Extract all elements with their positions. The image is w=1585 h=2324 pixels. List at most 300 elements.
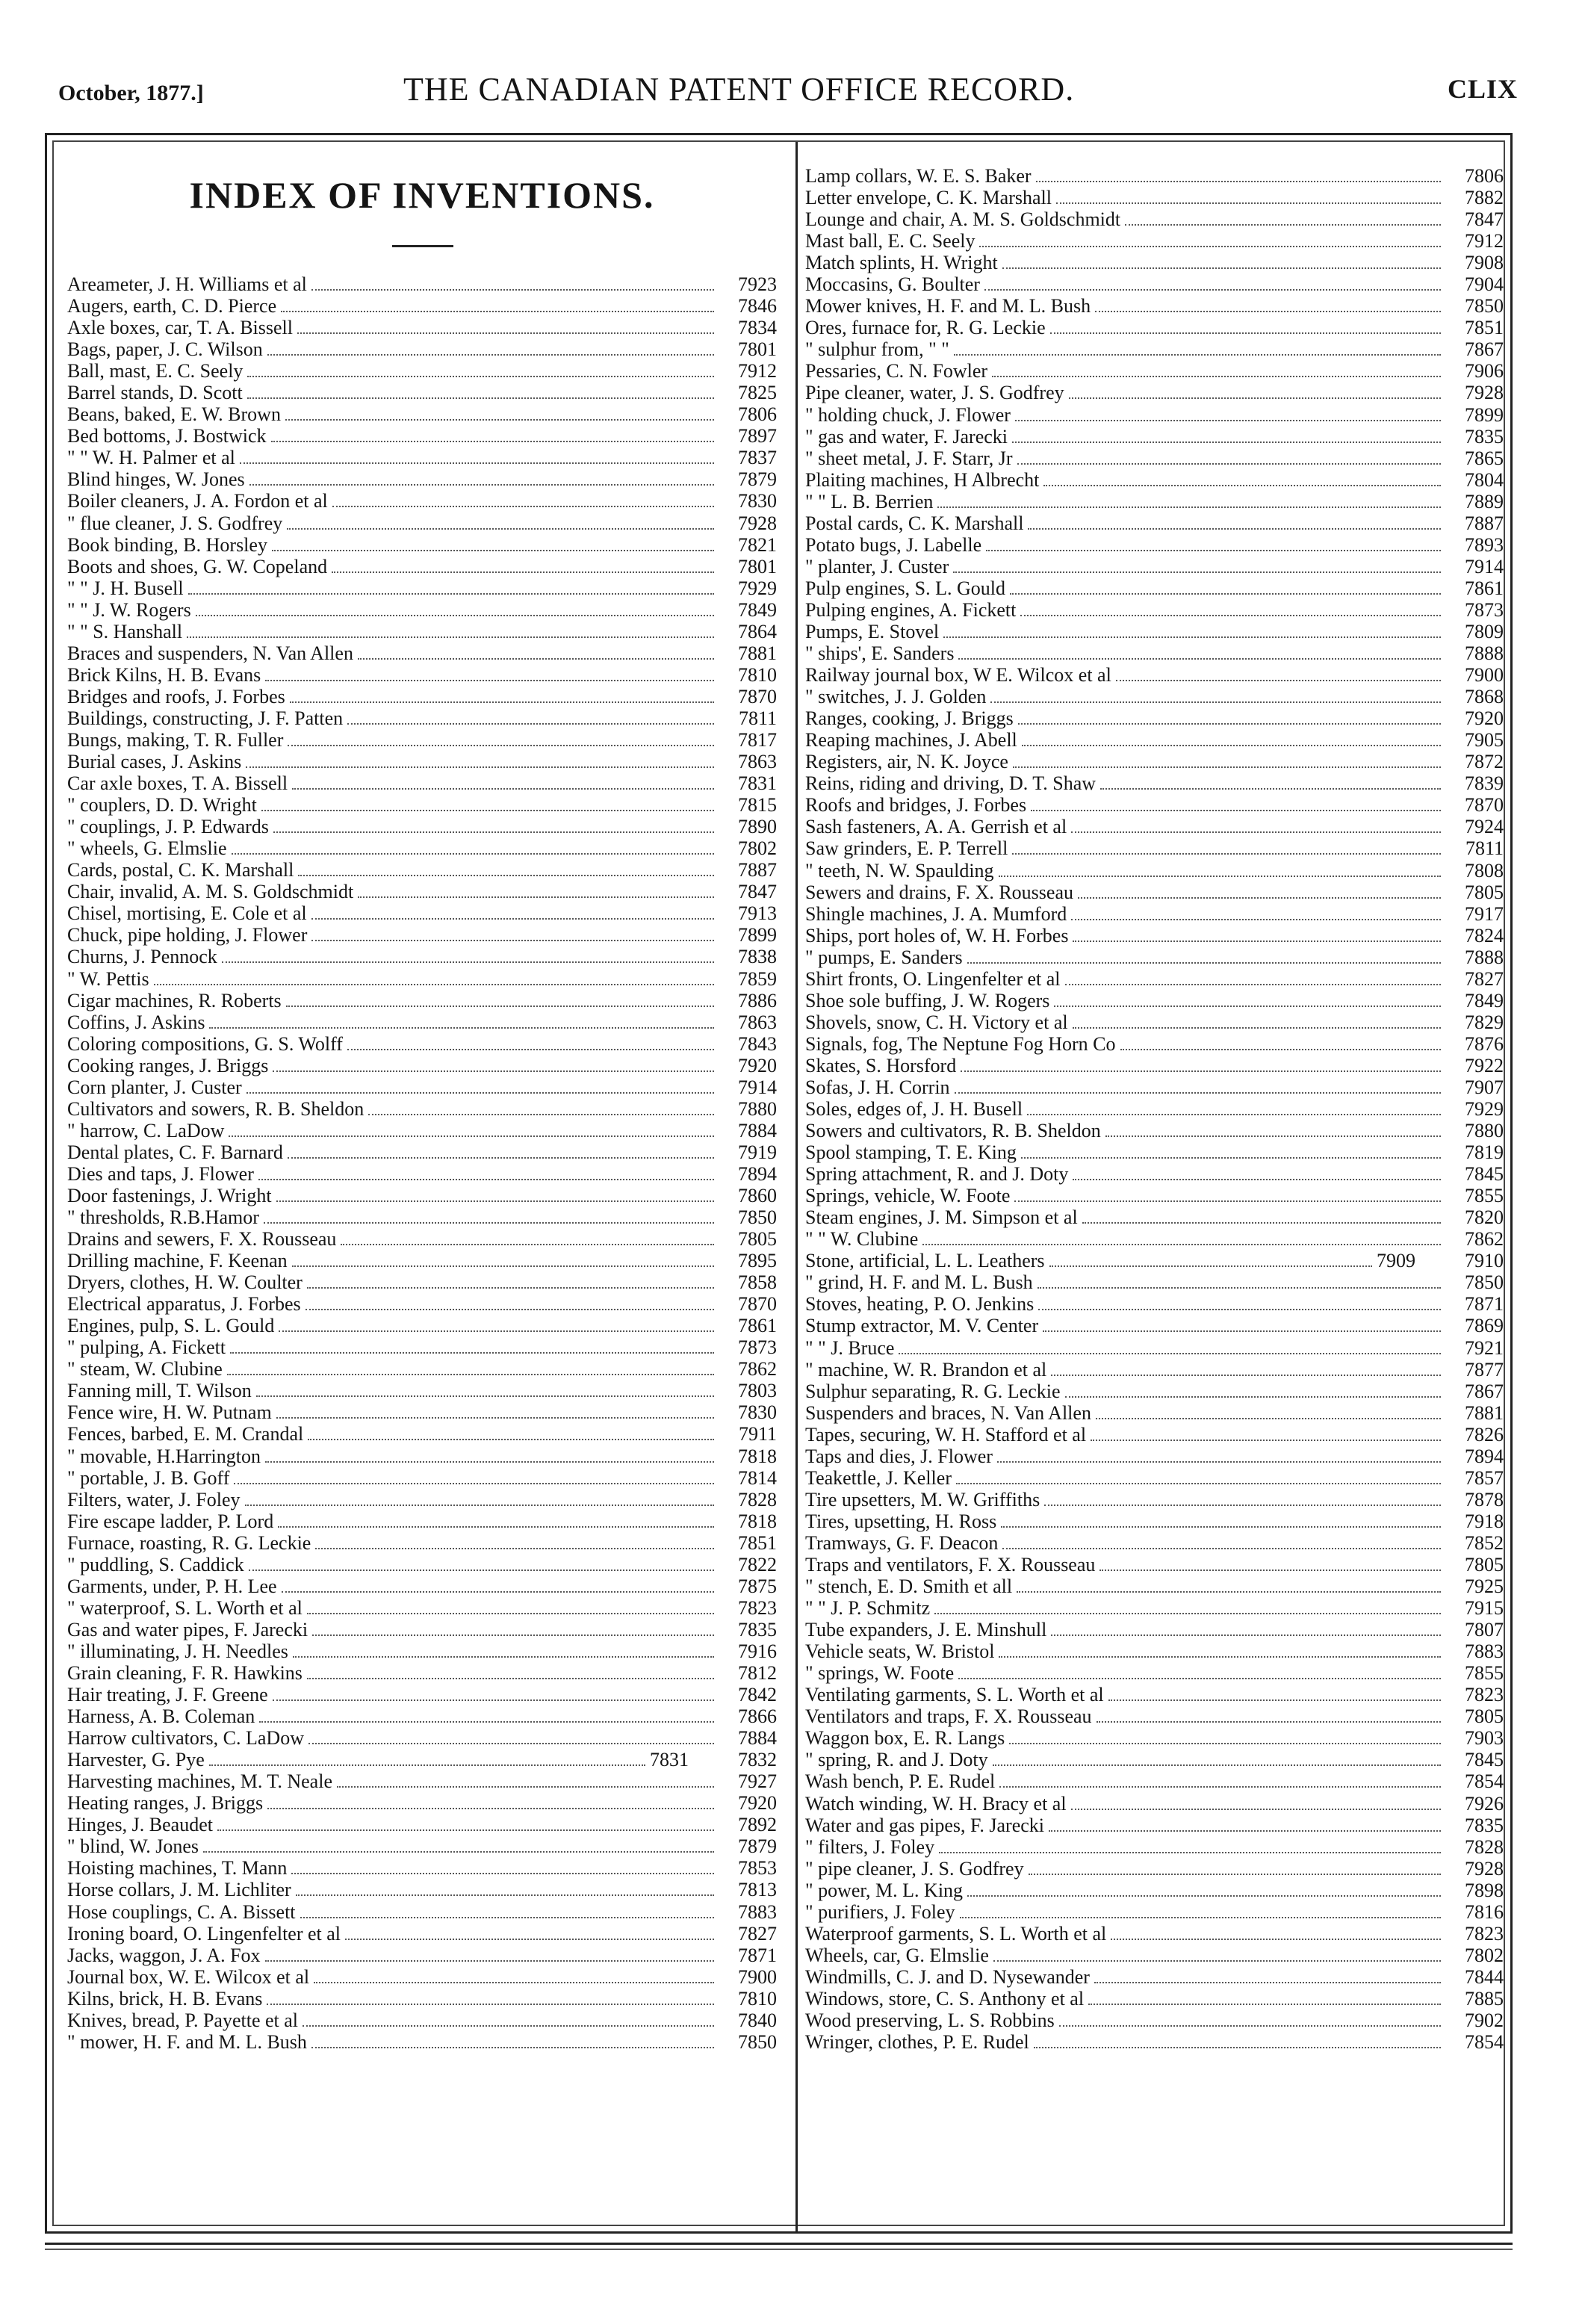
entry-patent-number: 7876 (1465, 1032, 1504, 1055)
entry-label: Bags, paper, J. C. Wilson (67, 338, 263, 361)
entry-patent-number: 7899 (738, 924, 777, 946)
entry-label: Bridges and roofs, J. Forbes (67, 685, 285, 707)
entry-patent-number: 7820 (1465, 1206, 1504, 1229)
entry-patent-number: 7823 (1465, 1684, 1504, 1706)
index-entry (67, 1901, 777, 1923)
entry-label: " teeth, N. W. Spaulding (805, 859, 994, 881)
index-entry (805, 491, 1504, 512)
index-column-right (805, 165, 1504, 2053)
entry-patent-number: 7864 (738, 620, 777, 642)
entry-label: Taps and dies, J. Flower (805, 1445, 993, 1467)
dot-leader (1014, 1187, 1441, 1202)
dot-leader (271, 427, 714, 442)
dot-leader (953, 558, 1441, 573)
entry-label: " power, M. L. King (805, 1879, 964, 1901)
entry-patent-number: 7847 (738, 881, 777, 903)
index-entry (805, 816, 1504, 837)
index-entry (67, 2031, 777, 2053)
entry-patent-number: 7813 (738, 1879, 777, 1901)
dot-leader (245, 1491, 715, 1506)
entry-label: Soles, edges of, J. H. Busell (805, 1098, 1023, 1121)
entry-label: " ships', E. Sanders (805, 642, 955, 665)
entry-label: Waggon box, E. R. Langs (805, 1727, 1005, 1750)
entry-label: Railway journal box, W E. Wilcox et al (805, 664, 1111, 687)
entry-label: Skates, S. Horsford (805, 1054, 957, 1076)
entry-patent-number: 7920 (738, 1054, 777, 1076)
dot-leader (307, 1599, 714, 1614)
index-entry (805, 360, 1504, 382)
dot-leader (307, 1664, 714, 1679)
entry-label: Wood preserving, L. S. Robbins (805, 2009, 1055, 2031)
entry-label: Reaping machines, J. Abell (805, 729, 1017, 752)
entry-patent-number: 7817 (738, 728, 777, 751)
index-entry (67, 1293, 777, 1315)
dot-leader (287, 515, 714, 530)
index-entry (805, 426, 1504, 447)
entry-patent-number: 7881 (738, 642, 777, 664)
index-entry (67, 1358, 777, 1380)
index-entry (67, 1662, 777, 1684)
entry-patent-number: 7892 (738, 1814, 777, 1836)
dot-leader (955, 1079, 1441, 1094)
entry-label: Tires, upsetting, H. Ross (805, 1510, 997, 1532)
index-entry (805, 772, 1504, 794)
entry-patent-number: 7811 (1465, 837, 1504, 860)
entry-patent-number: 7835 (738, 1618, 777, 1640)
index-entry (805, 230, 1504, 252)
dot-leader (311, 2033, 714, 2048)
index-entry (805, 404, 1504, 426)
index-entry (67, 577, 777, 599)
entry-patent-number: 7830 (738, 1401, 777, 1424)
entry-patent-number: 7823 (738, 1596, 777, 1619)
entry-label: Hinges, J. Beaudet (67, 1814, 213, 1836)
index-entry (67, 1489, 777, 1510)
entry-patent-number: 7838 (738, 946, 777, 968)
entry-label: Suspenders and braces, N. Van Allen (805, 1401, 1091, 1424)
index-entry (805, 1489, 1504, 1510)
dot-leader (1043, 471, 1441, 486)
entry-label: Chuck, pipe holding, J. Flower (67, 924, 308, 946)
entry-label: Brick Kilns, H. B. Evans (67, 663, 261, 686)
entry-label: Braces and suspenders, N. Van Allen (67, 642, 353, 664)
index-entry (805, 1554, 1504, 1575)
dot-leader (247, 362, 714, 377)
entry-patent-number: 7850 (1465, 295, 1504, 317)
entry-label: Mast ball, E. C. Seely (805, 230, 975, 252)
dot-leader (1054, 992, 1441, 1007)
entry-patent-number: 7842 (738, 1684, 777, 1706)
entry-label: Signals, fog, The Neptune Fog Horn Co (805, 1032, 1116, 1055)
dot-leader (308, 1729, 714, 1744)
entry-label: Buildings, constructing, J. F. Patten (67, 707, 344, 729)
entry-patent-number: 7819 (1465, 1141, 1504, 1164)
entry-patent-number: 7884 (738, 1727, 777, 1750)
entry-label: Cultivators and sowers, R. B. Sheldon (67, 1097, 365, 1120)
dot-leader (279, 1317, 714, 1332)
dot-leader (256, 1382, 714, 1397)
entry-label: Grain cleaning, F. R. Hawkins (67, 1662, 303, 1684)
entry-label: Wash bench, P. E. Rudel (805, 1770, 996, 1793)
entry-patent-number: 7821 (738, 533, 777, 556)
index-entry (805, 1901, 1504, 1923)
entry-patent-number: 7853 (738, 1857, 777, 1880)
dot-leader (1051, 1361, 1441, 1376)
index-entry (805, 1076, 1504, 1098)
index-entry (805, 317, 1504, 338)
entry-label: Ball, mast, E. C. Seely (67, 360, 244, 382)
index-entry (805, 1055, 1504, 1076)
dot-leader (1002, 1534, 1441, 1549)
entry-patent-number: 7923 (738, 273, 777, 295)
index-entry (67, 1727, 777, 1749)
entry-label: Mower knives, H. F. and M. L. Bush (805, 295, 1091, 317)
dot-leader (1001, 1513, 1441, 1528)
entry-patent-number: 7918 (1465, 1510, 1504, 1532)
dot-leader (278, 1513, 714, 1528)
dot-leader (230, 1339, 714, 1354)
entry-patent-number: 7849 (738, 598, 777, 621)
entry-label: Sowers and cultivators, R. B. Sheldon (805, 1120, 1101, 1142)
index-entry (67, 447, 777, 468)
entry-label: Waterproof garments, S. L. Worth et al (805, 1922, 1107, 1945)
dot-leader (1012, 428, 1441, 443)
dot-leader (956, 1469, 1441, 1484)
entry-patent-number: 7880 (738, 1097, 777, 1120)
index-entry (67, 1467, 777, 1489)
index-entry (805, 664, 1504, 686)
dot-leader (1021, 1144, 1441, 1159)
entry-patent-number: 7828 (738, 1488, 777, 1510)
entry-label: Pipe cleaner, water, J. S. Godfrey (805, 382, 1064, 404)
index-entry (67, 686, 777, 707)
entry-patent-number: 7851 (1465, 317, 1504, 339)
dot-leader (1020, 601, 1441, 616)
dot-leader (1125, 211, 1441, 226)
entry-patent-number: 7843 (738, 1032, 777, 1055)
dot-leader (1013, 753, 1441, 768)
entry-label: Bed bottoms, J. Bostwick (67, 425, 267, 447)
index-entry (805, 751, 1504, 772)
index-entry (67, 902, 777, 924)
entry-patent-number: 7873 (738, 1336, 777, 1359)
dot-leader (332, 558, 714, 573)
index-entry (67, 599, 777, 621)
entry-patent-number: 7886 (738, 989, 777, 1011)
dot-leader (1027, 1100, 1441, 1115)
entry-patent-number: 7849 (1465, 989, 1504, 1011)
entry-patent-number: 7804 (1465, 468, 1504, 491)
entry-patent-number: 7834 (738, 317, 777, 339)
entry-label: " " W. Clubine (805, 1228, 919, 1251)
entry-patent-number: 7880 (1465, 1120, 1504, 1142)
dot-leader (1111, 1925, 1441, 1940)
entry-patent-number: 7801 (738, 555, 777, 577)
index-entry (805, 860, 1504, 881)
entry-patent-number: 7894 (1465, 1445, 1504, 1467)
entry-label: Churns, J. Pennock (67, 946, 217, 968)
entry-label: Dryers, clothes, H. W. Coulter (67, 1271, 303, 1294)
index-entry (67, 664, 777, 686)
dot-leader (300, 1903, 714, 1918)
entry-label: Dental plates, C. F. Barnard (67, 1141, 283, 1163)
dot-leader (899, 1339, 1441, 1354)
index-entry (805, 1467, 1504, 1489)
entry-label: Coloring compositions, G. S. Wolff (67, 1032, 343, 1055)
entry-label: Cooking ranges, J. Briggs (67, 1054, 269, 1076)
index-entry (67, 1554, 777, 1575)
entry-label: Spool stamping, T. E. King (805, 1141, 1017, 1164)
index-entry (67, 1206, 777, 1228)
entry-label: Windows, store, C. S. Anthony et al (805, 1987, 1085, 2010)
entry-patent-number: 7818 (738, 1510, 777, 1532)
title-rule (392, 245, 453, 247)
index-entry (805, 1640, 1504, 1662)
index-entry (805, 2010, 1504, 2031)
index-entry (805, 1988, 1504, 2010)
entry-label: " thresholds, R.B.Hamor (67, 1206, 259, 1229)
entry-patent-number: 7802 (1465, 1944, 1504, 1966)
entry-label: Engines, pulp, S. L. Gould (67, 1315, 275, 1337)
entry-patent-number: 7806 (738, 403, 777, 426)
entry-label: Lounge and chair, A. M. S. Goldschmidt (805, 208, 1121, 231)
index-entry (805, 187, 1504, 208)
dot-leader (934, 1599, 1441, 1614)
index-entry (805, 903, 1504, 925)
index-entry (67, 729, 777, 751)
entry-label: " illuminating, J. H. Needles (67, 1640, 288, 1662)
index-entry (805, 1662, 1504, 1684)
dot-leader (1065, 1383, 1441, 1398)
index-entry (805, 2031, 1504, 2053)
index-entry (67, 490, 777, 512)
dot-leader (314, 1968, 714, 1983)
entry-patent-number: 7884 (738, 1119, 777, 1141)
dot-leader (1094, 1968, 1441, 1983)
publication-title: THE CANADIAN PATENT OFFICE RECORD. (403, 71, 1075, 108)
entry-patent-number: 7861 (1465, 577, 1504, 599)
dot-leader (282, 1578, 714, 1593)
entry-label: " couplings, J. P. Edwards (67, 816, 269, 838)
dot-leader (1049, 1252, 1372, 1267)
index-entry (805, 469, 1504, 491)
entry-label: Pumps, E. Stovel (805, 620, 940, 642)
index-entry (805, 1337, 1504, 1359)
index-entry (805, 1228, 1504, 1250)
entry-patent-number: 7869 (1465, 1315, 1504, 1337)
entry-label: " " L. B. Berrien (805, 490, 934, 512)
index-entry (805, 1684, 1504, 1705)
entry-label: Boiler cleaners, J. A. Fordon et al (67, 490, 328, 512)
entry-label: Traps and ventilators, F. X. Rousseau (805, 1554, 1096, 1575)
index-entry (67, 1185, 777, 1206)
entry-patent-number: 7806 (1465, 165, 1504, 187)
entry-patent-number: 7805 (1465, 1705, 1504, 1728)
index-entry (805, 1185, 1504, 1206)
dot-leader (1056, 189, 1441, 204)
entry-label: " harrow, C. LaDow (67, 1119, 225, 1141)
dot-leader (1100, 775, 1441, 790)
index-entry (67, 1510, 777, 1532)
index-entry (67, 881, 777, 902)
index-entry (805, 1705, 1504, 1727)
index-entry (67, 1792, 777, 1814)
entry-label: " switches, J. J. Golden (805, 686, 987, 708)
entry-patent-number: 7888 (1465, 946, 1504, 968)
dot-leader (259, 1708, 714, 1723)
entry-patent-number: 7861 (738, 1315, 777, 1337)
index-entry (67, 512, 777, 534)
entry-patent-number: 7840 (738, 2009, 777, 2031)
entry-patent-number: 7839 (1465, 772, 1504, 795)
dot-leader (209, 1751, 645, 1766)
entry-label: " " W. H. Palmer et al (67, 447, 235, 469)
dot-leader (1002, 254, 1441, 269)
entry-label: Harvesting machines, M. T. Neale (67, 1770, 332, 1793)
index-entry (67, 1401, 777, 1423)
entry-patent-number: 7805 (1465, 881, 1504, 903)
entry-patent-number: 7862 (1465, 1228, 1504, 1251)
entry-label: " sheet metal, J. F. Starr, Jr (805, 447, 1013, 469)
index-entry (67, 1945, 777, 1966)
dot-leader (298, 861, 714, 876)
entry-label: Sewers and drains, F. X. Rousseau (805, 881, 1073, 903)
index-entry (67, 1857, 777, 1879)
index-entry (67, 1076, 777, 1098)
entry-patent-number: 7871 (738, 1944, 777, 1966)
entry-patent-number: 7828 (1465, 1835, 1504, 1858)
entry-label: Fences, barbed, E. M. Crandal (67, 1423, 304, 1445)
entry-label: Barrel stands, D. Scott (67, 382, 243, 404)
dot-leader (999, 1773, 1441, 1788)
dot-leader (1038, 1295, 1441, 1310)
entry-patent-number: 7889 (1465, 490, 1504, 512)
index-entry (67, 425, 777, 447)
index-title: INDEX OF INVENTIONS. (189, 174, 655, 216)
entry-patent-number: 7860 (738, 1184, 777, 1206)
dot-leader (307, 1274, 714, 1289)
index-entry (805, 447, 1504, 469)
dot-leader (937, 493, 1441, 508)
index-entry (805, 512, 1504, 534)
entry-patent-number: 7883 (738, 1900, 777, 1923)
entry-label: " holding chuck, J. Flower (805, 403, 1011, 426)
entry-patent-number: 7855 (1465, 1662, 1504, 1685)
index-entry (67, 1814, 777, 1835)
index-entry (805, 252, 1504, 273)
index-entry (805, 1880, 1504, 1901)
entry-label: Fanning mill, T. Wilson (67, 1380, 252, 1402)
dot-leader (1105, 1122, 1441, 1137)
dot-leader (267, 1990, 714, 2005)
entry-patent-number: 7914 (738, 1076, 777, 1098)
dot-leader (332, 492, 714, 507)
dot-leader (154, 970, 714, 985)
index-entry (67, 1423, 777, 1445)
entry-patent-number: 7805 (738, 1228, 777, 1251)
index-entry (805, 1120, 1504, 1141)
entry-label: Registers, air, N. K. Joyce (805, 751, 1008, 773)
index-entry (67, 794, 777, 816)
index-entry (67, 295, 777, 317)
entry-patent-number: 7928 (1465, 382, 1504, 404)
entry-label: Lamp collars, W. E. S. Baker (805, 165, 1032, 187)
dot-leader (1059, 2012, 1441, 2027)
entry-label: Heating ranges, J. Briggs (67, 1792, 264, 1815)
entry-label: Fire escape ladder, P. Lord (67, 1510, 274, 1532)
entry-patent-number: 7900 (738, 1965, 777, 1988)
entry-label: " pulping, A. Fickett (67, 1336, 226, 1359)
index-entry (805, 1793, 1504, 1815)
entry-patent-number: 7915 (1465, 1597, 1504, 1620)
entry-patent-number: 7847 (1465, 208, 1504, 231)
dot-leader (1120, 1035, 1442, 1050)
index-entry (67, 1705, 777, 1727)
entry-label: Sofas, J. H. Corrin (805, 1076, 950, 1098)
index-entry (67, 1966, 777, 1988)
entry-label: " pumps, E. Sanders (805, 946, 963, 968)
entry-label: Ores, furnace for, R. G. Leckie (805, 317, 1046, 339)
entry-patent-number: 7835 (1465, 425, 1504, 447)
dot-leader (303, 2012, 714, 2027)
dot-leader (267, 1794, 714, 1809)
entry-patent-number: 7879 (738, 1835, 777, 1858)
entry-label: Hose couplings, C. A. Bissett (67, 1900, 296, 1923)
dot-leader (1050, 319, 1441, 334)
entry-patent-number: 7870 (1465, 794, 1504, 817)
entry-label: Pulping engines, A. Fickett (805, 598, 1017, 621)
index-entry (67, 1315, 777, 1336)
entry-patent-number: 7865 (1465, 447, 1504, 469)
dot-leader (1091, 1426, 1441, 1441)
dot-leader (958, 1664, 1441, 1679)
entry-label: " filters, J. Foley (805, 1835, 935, 1858)
entry-patent-number: 7888 (1465, 642, 1504, 665)
index-entry (805, 1966, 1504, 1988)
dot-leader (246, 1079, 714, 1094)
entry-label: Boots and shoes, G. W. Copeland (67, 555, 328, 577)
dot-leader (209, 1014, 714, 1029)
index-entry (67, 534, 777, 556)
entry-patent-number: 7812 (738, 1662, 777, 1684)
entry-patent-number: 7830 (738, 490, 777, 512)
entry-label: Ironing board, O. Lingenfelter et al (67, 1922, 341, 1945)
entry-patent-number: 7902 (1465, 2009, 1504, 2031)
index-entry (805, 1923, 1504, 1945)
dot-leader (305, 1295, 714, 1310)
entry-label: Ranges, cooking, J. Briggs (805, 707, 1014, 730)
dot-leader (990, 688, 1441, 703)
index-entry (805, 1381, 1504, 1402)
index-entry (67, 468, 777, 490)
index-entry (67, 816, 777, 837)
index-entry (805, 1749, 1504, 1770)
entry-patent-number: 7890 (738, 816, 777, 838)
index-entry (805, 925, 1504, 946)
entry-label: Door fastenings, J. Wright (67, 1184, 272, 1206)
index-entry (805, 642, 1504, 664)
entry-patent-number: 7919 (738, 1141, 777, 1163)
entry-label: " machine, W. R. Brandon et al (805, 1358, 1047, 1381)
entry-label: " pipe cleaner, J. S. Godfrey (805, 1857, 1024, 1880)
dot-leader (993, 1751, 1441, 1766)
index-entry (67, 1684, 777, 1705)
entry-label: " planter, J. Custer (805, 555, 949, 577)
dot-leader (315, 1534, 714, 1549)
entry-patent-number: 7898 (1465, 1879, 1504, 1901)
dot-leader (1015, 406, 1441, 421)
dot-leader (265, 666, 714, 681)
